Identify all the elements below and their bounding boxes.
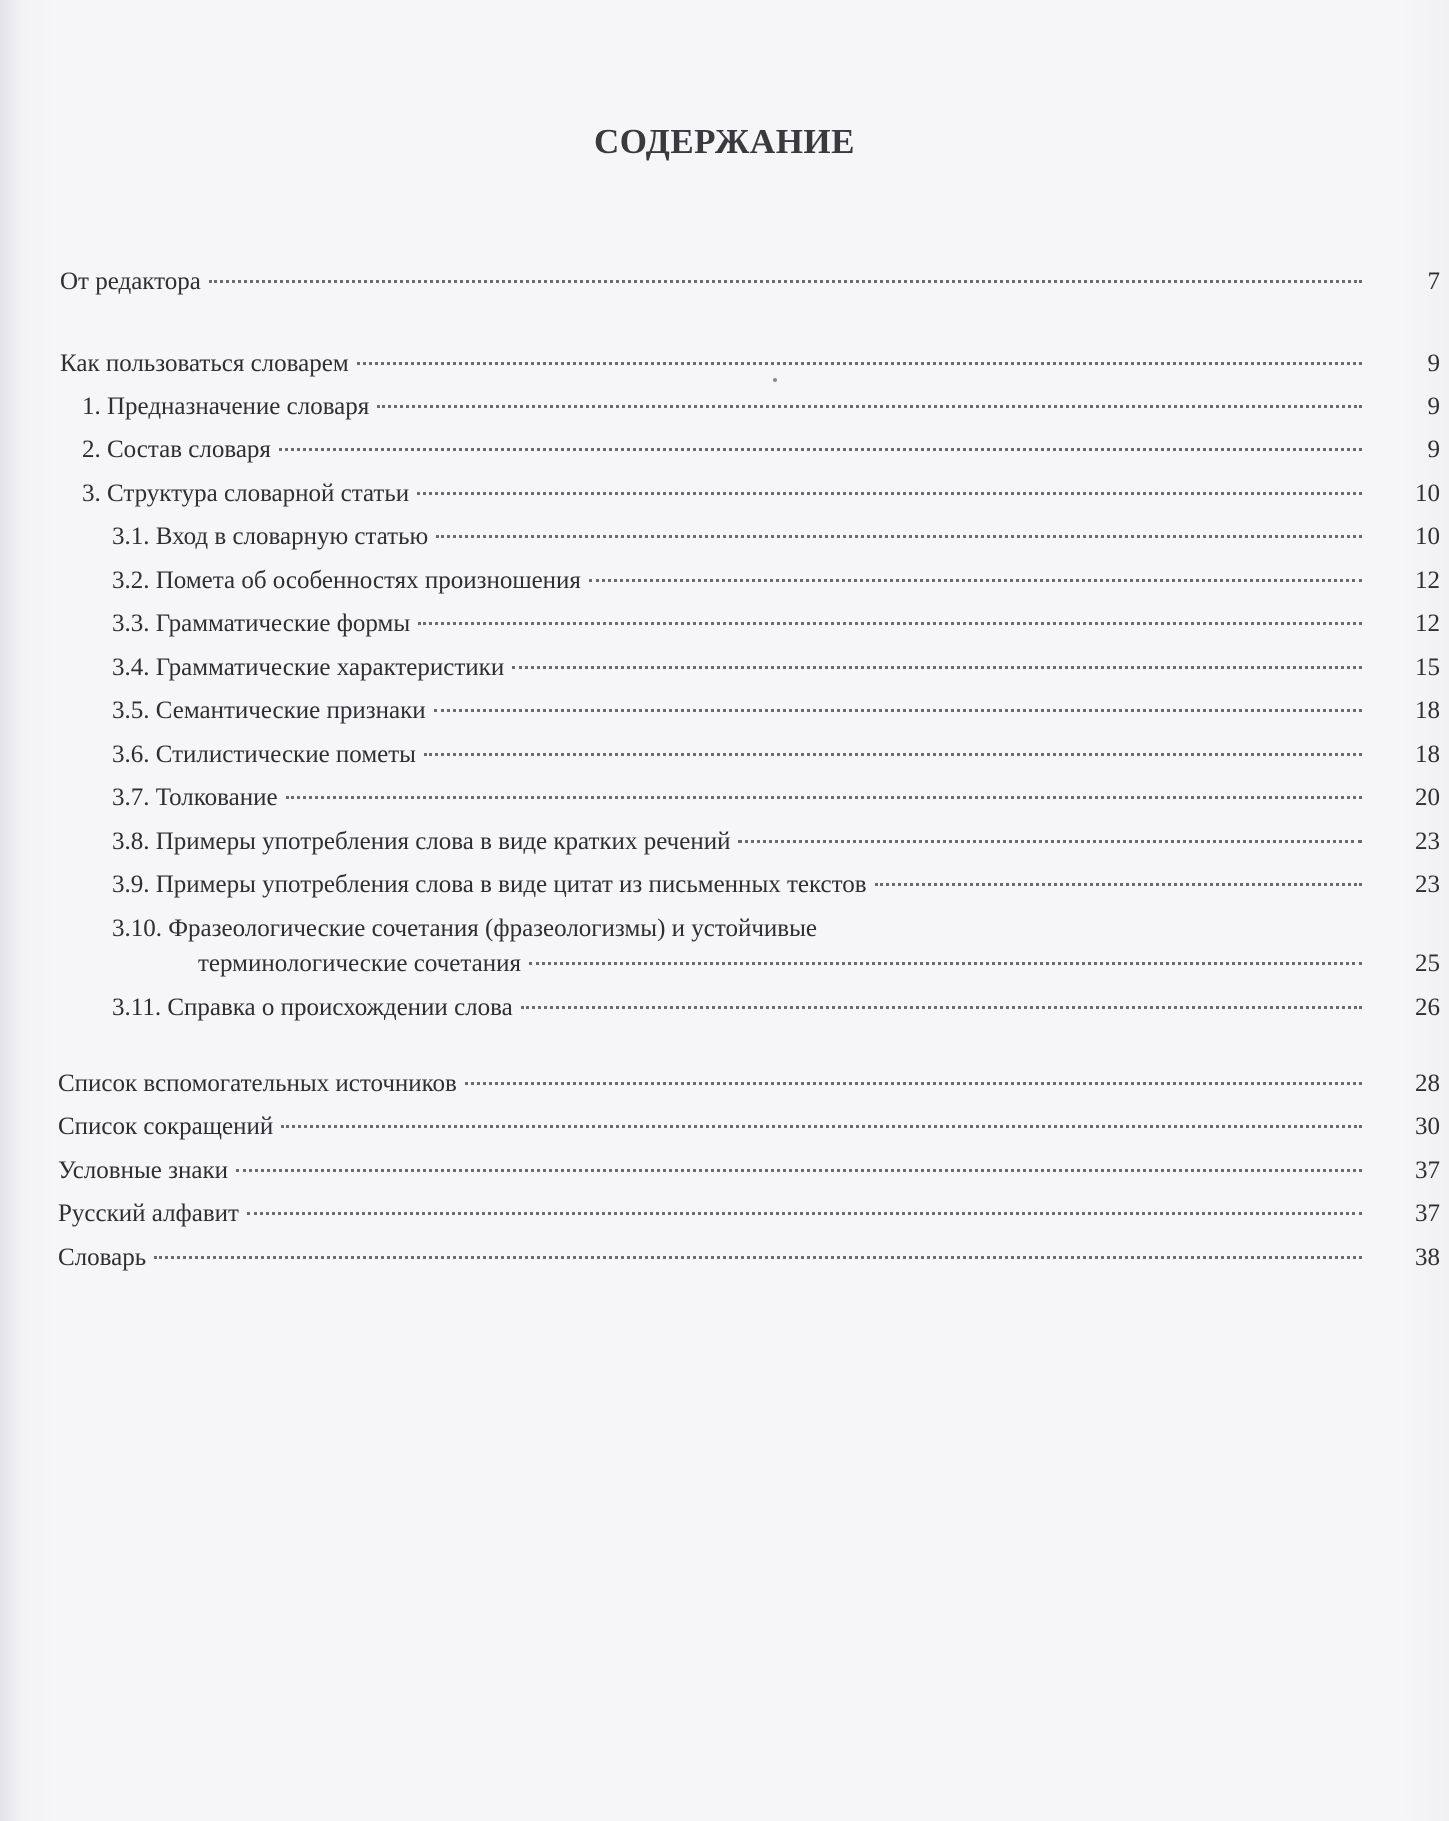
toc-entry — [112, 824, 1440, 860]
toc-entry-title: Условные знаки — [58, 1157, 228, 1184]
dot-leader — [417, 492, 1362, 495]
dot-leader — [154, 1256, 1362, 1259]
toc-entry — [112, 519, 1440, 555]
toc-entry-title: От редактора — [60, 268, 201, 295]
dot-leader — [424, 753, 1362, 756]
toc-entry — [112, 780, 1440, 816]
toc-entry-page: 38 — [1415, 1244, 1440, 1271]
toc-entry-title: 3.4. Грамматические характеристики — [112, 654, 505, 681]
print-speck — [773, 378, 777, 382]
dot-leader — [436, 535, 1362, 538]
toc-entry-page: 18 — [1415, 697, 1440, 724]
toc-entry — [58, 1196, 1440, 1232]
toc-entry-page: 23 — [1415, 828, 1440, 855]
dot-leader — [465, 1082, 1362, 1085]
toc-entry — [82, 389, 1440, 425]
dot-leader — [434, 709, 1362, 712]
toc-entry-title: 3.8. Примеры употребления слова в виде кратких речений — [112, 828, 731, 855]
toc-entry-page: 37 — [1415, 1200, 1440, 1227]
toc-entry — [112, 650, 1440, 686]
toc-entry-page: 9 — [1427, 436, 1440, 463]
toc-entry-page: 12 — [1415, 567, 1440, 594]
toc-entry — [82, 476, 1440, 512]
toc-entry — [112, 737, 1440, 773]
toc-entry — [58, 1153, 1440, 1189]
dot-leader — [377, 405, 1362, 408]
toc-entry — [112, 990, 1440, 1026]
toc-entry-title: Как пользоваться словарем — [60, 350, 349, 377]
toc-entry — [112, 606, 1440, 642]
toc-entry-title: 3. Структура словарной статьи — [82, 480, 410, 507]
toc-entry-title: 3.2. Помета об особенностях произношения — [112, 567, 581, 594]
toc-entry-page: 10 — [1415, 480, 1440, 507]
toc-entry-title: 3.3. Грамматические формы — [112, 610, 411, 637]
toc-entry-title-continuation: терминологические сочетания — [198, 950, 521, 977]
dot-leader — [279, 448, 1362, 451]
toc-entry-title: 3.7. Толкование — [112, 784, 278, 811]
toc-entry-page: 25 — [1415, 950, 1440, 977]
toc-entry-page: 9 — [1427, 393, 1440, 420]
toc-entry-title: 2. Состав словаря — [82, 436, 271, 463]
toc-entry — [198, 946, 1440, 982]
toc-entry-title: Список вспомогательных источников — [58, 1070, 457, 1097]
dot-leader — [281, 1125, 1362, 1128]
toc-entry-page: 18 — [1415, 741, 1440, 768]
toc-entry-page: 20 — [1415, 784, 1440, 811]
toc-entry-title: Словарь — [58, 1244, 147, 1271]
toc-entry — [58, 1240, 1440, 1276]
toc-entry-title: 3.5. Семантические признаки — [112, 697, 426, 724]
toc-entry-title: 1. Предназначение словаря — [82, 393, 370, 420]
toc-entry — [58, 1066, 1440, 1102]
toc-entry-page: 28 — [1415, 1070, 1440, 1097]
toc-entry-title: 3.6. Стилистические пометы — [112, 741, 416, 768]
toc-entry-page: 7 — [1427, 268, 1440, 295]
toc-entry — [60, 264, 1440, 300]
dot-leader — [521, 1006, 1362, 1009]
dot-leader — [247, 1212, 1362, 1215]
dot-leader — [512, 666, 1362, 669]
toc-entry-page: 23 — [1415, 871, 1440, 898]
toc-entry-page: 9 — [1427, 350, 1440, 377]
toc-entry-title: 3.10. Фразеологические сочетания (фразеологизмы) и устойчивые — [112, 915, 817, 942]
toc-entry-title: Русский алфавит — [58, 1200, 239, 1227]
toc-entry-page: 37 — [1415, 1157, 1440, 1184]
dot-leader — [236, 1169, 1362, 1172]
toc-entry-page: 26 — [1415, 994, 1440, 1021]
dot-leader — [209, 280, 1362, 283]
toc-entry-title: Список сокращений — [58, 1113, 274, 1140]
toc-entry-page: 10 — [1415, 523, 1440, 550]
dot-leader — [875, 883, 1362, 886]
toc-entry-title: 3.9. Примеры употребления слова в виде цитат из письменных текстов — [112, 871, 867, 898]
toc-entry — [112, 563, 1440, 599]
page-title: СОДЕРЖАНИЕ — [593, 122, 855, 161]
toc-entry — [112, 693, 1440, 729]
dot-leader — [529, 962, 1362, 965]
dot-leader — [286, 796, 1362, 799]
toc-entry — [112, 867, 1440, 903]
toc-entry-page: 12 — [1415, 610, 1440, 637]
toc-entry-page: 30 — [1415, 1113, 1440, 1140]
toc-entry-title: 3.1. Вход в словарную статью — [112, 523, 429, 550]
dot-leader — [738, 840, 1362, 843]
dot-leader — [589, 579, 1362, 582]
dot-leader — [418, 622, 1362, 625]
toc-entry — [60, 346, 1440, 382]
toc-entry — [82, 432, 1440, 468]
toc-entry-title: 3.11. Справка о происхождении слова — [112, 994, 513, 1021]
toc-entry-page: 15 — [1415, 654, 1440, 681]
dot-leader — [357, 362, 1362, 365]
toc-entry — [58, 1109, 1440, 1145]
